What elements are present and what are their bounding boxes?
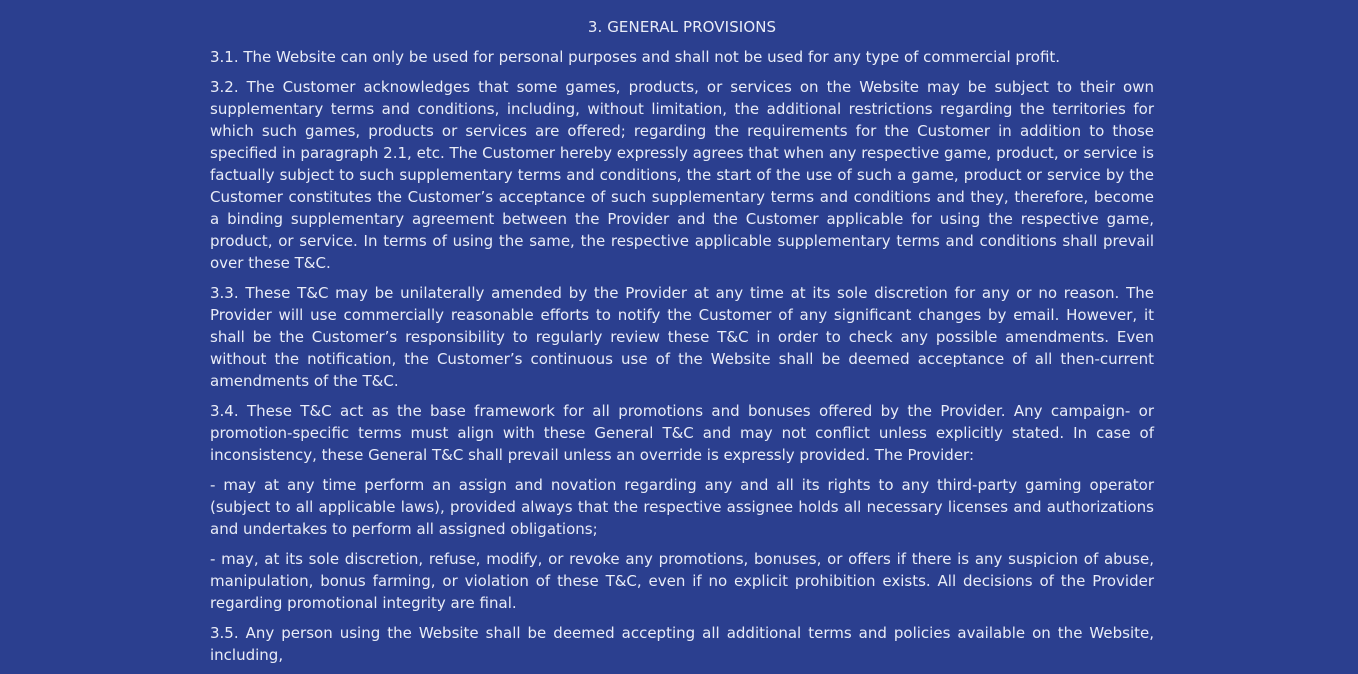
provider-clause-promotions: - may, at its sole discretion, refuse, modify, or revoke any promotions, bonuses, or offers if there is any suspicion of abuse, manipulation, bonus farming, or violation of these T&C, even if no explicit prohibition exists. All decisions of the Provider regarding promotional integrity are final. bbox=[210, 550, 1154, 612]
paragraph-3-5: 3.5. Any person using the Website shall be deemed accepting all additional terms and policies available on the Website, including, bbox=[210, 624, 1154, 664]
terms-content bbox=[210, 16, 1154, 674]
paragraph-3-3: 3.3. These T&C may be unilaterally amended by the Provider at any time at its sole discretion for any or no reason. The Provider will use commercially reasonable efforts to notify the Customer of any significant changes by email. However, it shall be the Customer’s responsibility to regularly review these T&C in order to check any possible amendments. Even without the notification, the Customer’s continuous use of the Website shall be deemed acceptance of all then-current amendments of the T&C. bbox=[210, 284, 1154, 390]
paragraph-3-2: 3.2. The Customer acknowledges that some games, products, or services on the Website may be subject to their own supplementary terms and conditions, including, without limitation, the additional restrictions regarding the territories for which such games, products or services are offered; regarding the requirements for the Customer in addition to those specified in paragraph 2.1, etc. The Customer hereby expressly agrees that when any respective game, product, or service is factually subject to such supplementary terms and conditions, the start of the use of such a game, product or service by the Customer constitutes the Customer’s acceptance of such supplementary terms and conditions and they, therefore, become a binding supplementary agreement between the Provider and the Customer applicable for using the respective game, product, or service. In terms of using the same, the respective applicable supplementary terms and conditions shall prevail over these T&C. bbox=[210, 78, 1154, 272]
paragraph-3-1: 3.1. The Website can only be used for personal purposes and shall not be used for any type of commercial profit. bbox=[210, 48, 1061, 66]
provider-clause-assign: - may at any time perform an assign and novation regarding any and all its rights to any third-party gaming operator (subject to all applicable laws), provided always that the respective assignee holds all necessary licenses and authorizations and undertakes to perform all assigned obligations; bbox=[210, 476, 1154, 538]
paragraph-3-4: 3.4. These T&C act as the base framework for all promotions and bonuses offered by the Provider. Any campaign- or promotion-specific terms must align with these General T&C and may not conflict unless explicitly stated. In case of inconsistency, these General T&C shall prevail unless an override is expressly provided. The Provider: bbox=[210, 402, 1154, 464]
section-title: 3. GENERAL PROVISIONS bbox=[587, 18, 777, 36]
